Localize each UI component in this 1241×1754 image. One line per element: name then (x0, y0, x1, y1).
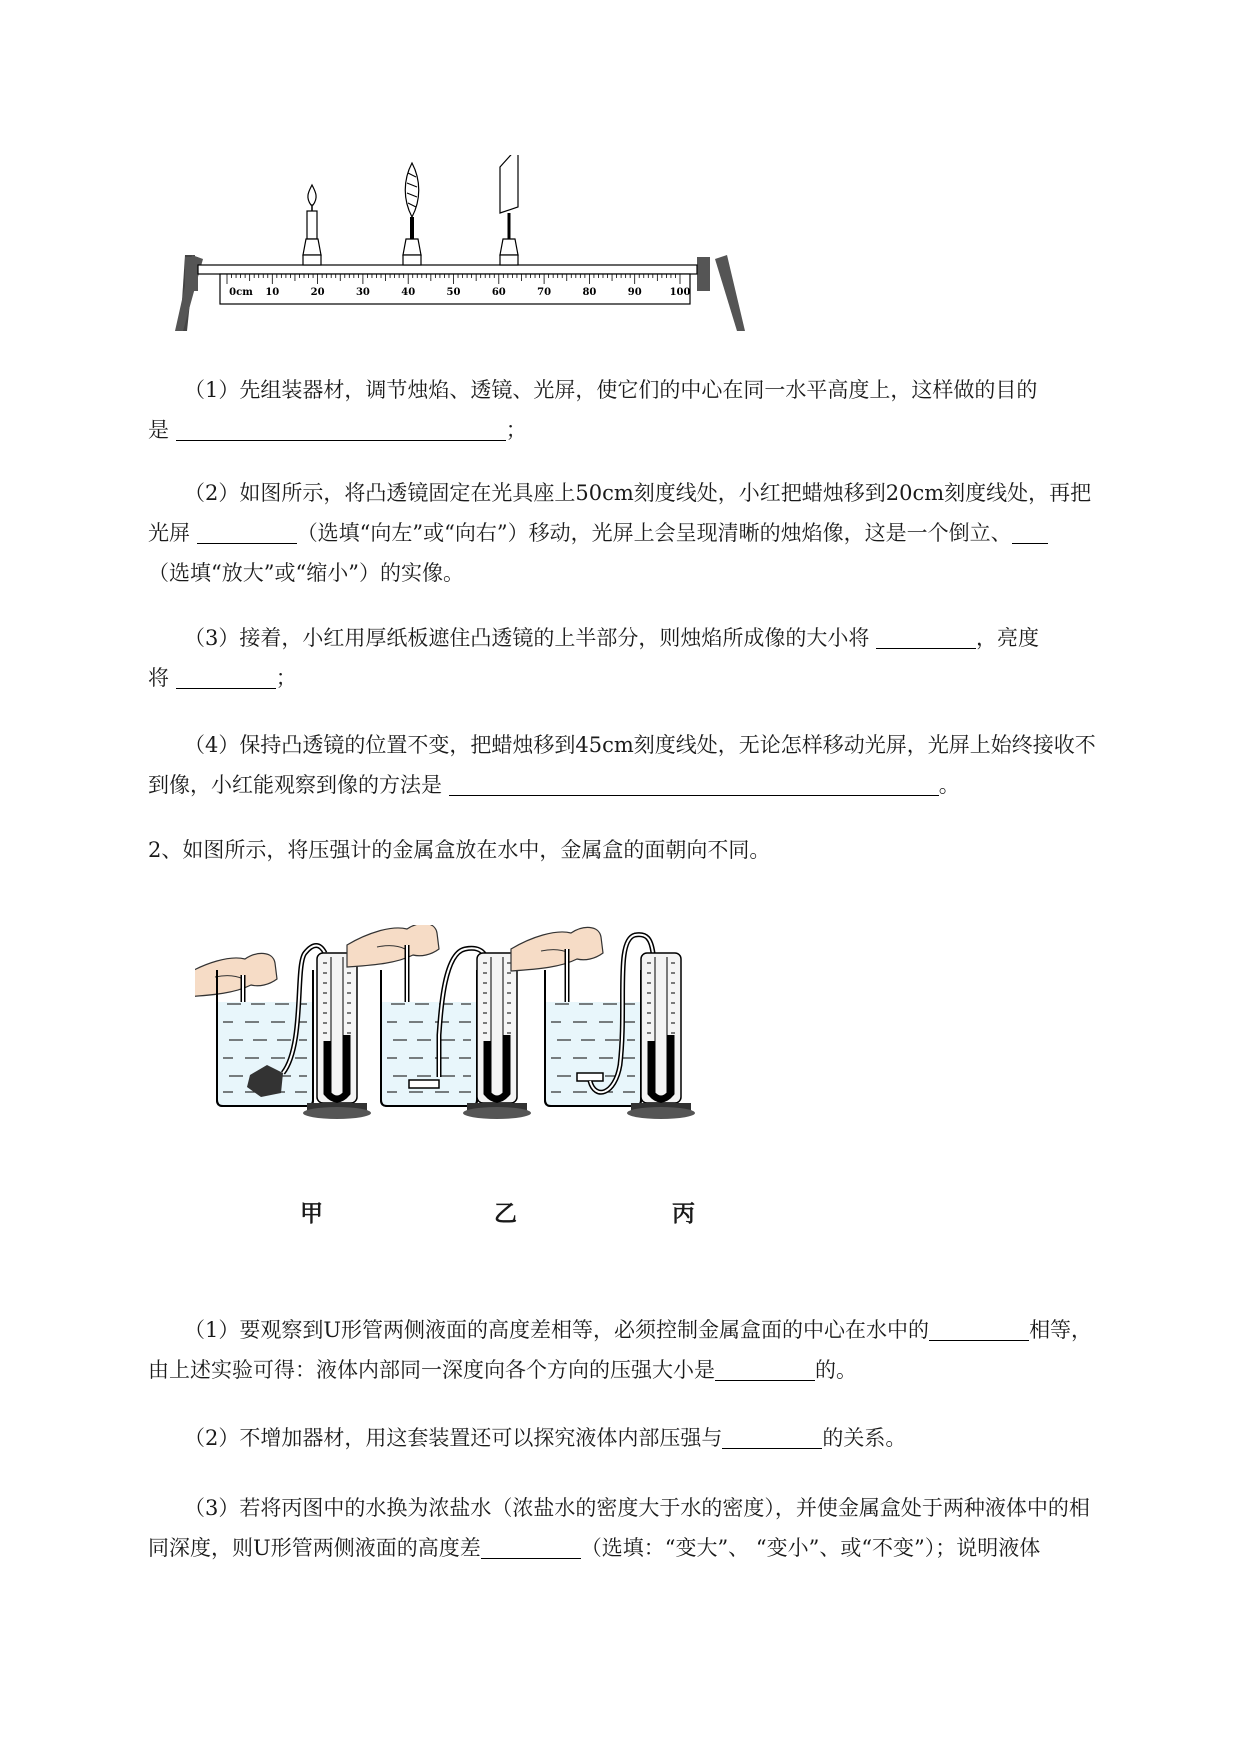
q2-part1-line1: （1）要观察到U形管两侧液面的高度差相等，必须控制金属盒面的中心在水中的 相等， (184, 1318, 1093, 1342)
convex-lens (405, 163, 419, 239)
q1-part4-line2: 到像，小红能观察到像的方法是 。 (148, 773, 960, 797)
caption-yi: 乙 (494, 1201, 517, 1227)
answer-blank[interactable] (722, 1424, 822, 1449)
ruler-label: 10 (265, 287, 280, 298)
answer-blank[interactable] (876, 624, 976, 649)
apparatus-yi (347, 925, 531, 1119)
ruler-label: 80 (582, 287, 597, 298)
holder-lens (403, 239, 421, 265)
bench-right-leg (715, 255, 745, 331)
ruler-label: 50 (446, 287, 461, 298)
q2-part3-line2: 同深度，则U形管两侧液面的高度差 （选填：“变大”、 “变小”、或“不变”）；说明液体 (148, 1536, 1041, 1560)
answer-blank[interactable] (176, 664, 276, 689)
ruler-label: 90 (627, 287, 642, 298)
answer-blank[interactable] (1012, 519, 1048, 544)
holder-candle (303, 239, 321, 265)
apparatus-bing (511, 927, 695, 1119)
bench-right-cap (697, 257, 710, 291)
ruler-label: 100 (669, 287, 691, 298)
answer-blank[interactable] (176, 416, 506, 441)
q1-part1-line1: （1）先组装器材，调节烛焰、透镜、光屏，使它们的中心在同一水平高度上，这样做的目的 (184, 378, 1038, 402)
candle (307, 185, 317, 239)
answer-blank[interactable] (481, 1534, 581, 1559)
bench-rail (198, 265, 697, 274)
answer-blank[interactable] (715, 1356, 815, 1381)
q1-part3-line1: （3）接着，小红用厚纸板遮住凸透镜的上半部分，则烛焰所成像的大小将 ，亮度 (184, 626, 1040, 650)
answer-blank[interactable] (197, 519, 297, 544)
bench-left-cap (185, 257, 198, 291)
ruler-label: 0cm (229, 287, 253, 298)
q2-stem: 2、如图所示，将压强计的金属盒放在水中，金属盒的面朝向不同。 (148, 838, 771, 862)
ruler-label: 70 (537, 287, 552, 298)
pressure-gauge-figure (195, 925, 775, 1175)
light-screen (500, 155, 518, 239)
q2-part1-line2: 由上述实验可得：液体内部同一深度向各个方向的压强大小是 的。 (148, 1358, 857, 1382)
apparatus-jia (195, 946, 371, 1120)
caption-bing: 丙 (672, 1201, 695, 1227)
ruler-label: 20 (310, 287, 325, 298)
optical-bench-figure (175, 155, 755, 335)
caption-jia: 甲 (300, 1201, 323, 1227)
ruler-label: 40 (401, 287, 416, 298)
metal-box-bing (577, 1073, 603, 1081)
q1-part4-line1: （4）保持凸透镜的位置不变，把蜡烛移到45cm刻度线处，无论怎样移动光屏，光屏上始终接收不 (184, 733, 1096, 757)
metal-box-yi (409, 1080, 439, 1088)
q1-part2-line2: 光屏 （选填“向左”或“向右”）移动，光屏上会呈现清晰的烛焰像，这是一个倒立、 (148, 513, 1148, 553)
holder-screen (500, 239, 518, 265)
q1-part2-line1: （2）如图所示，将凸透镜固定在光具座上50cm刻度线处，小红把蜡烛移到20cm刻度线处，再把 (184, 481, 1092, 505)
q2-part2: （2）不增加器材，用这套装置还可以探究液体内部压强与 的关系。 (184, 1426, 907, 1450)
q1-part2-line3: （选填“放大”或“缩小”）的实像。 (148, 561, 464, 585)
answer-blank[interactable] (449, 771, 939, 796)
ruler-label: 30 (355, 287, 370, 298)
answer-blank[interactable] (929, 1316, 1029, 1341)
q1-part1-line2: 是 ； (148, 418, 527, 442)
q2-part3-line1: （3）若将丙图中的水换为浓盐水（浓盐水的密度大于水的密度），并使金属盒处于两种液体中的相 (184, 1496, 1090, 1520)
q1-part3-line2: 将 ； (148, 666, 297, 690)
ruler-label: 60 (491, 287, 506, 298)
